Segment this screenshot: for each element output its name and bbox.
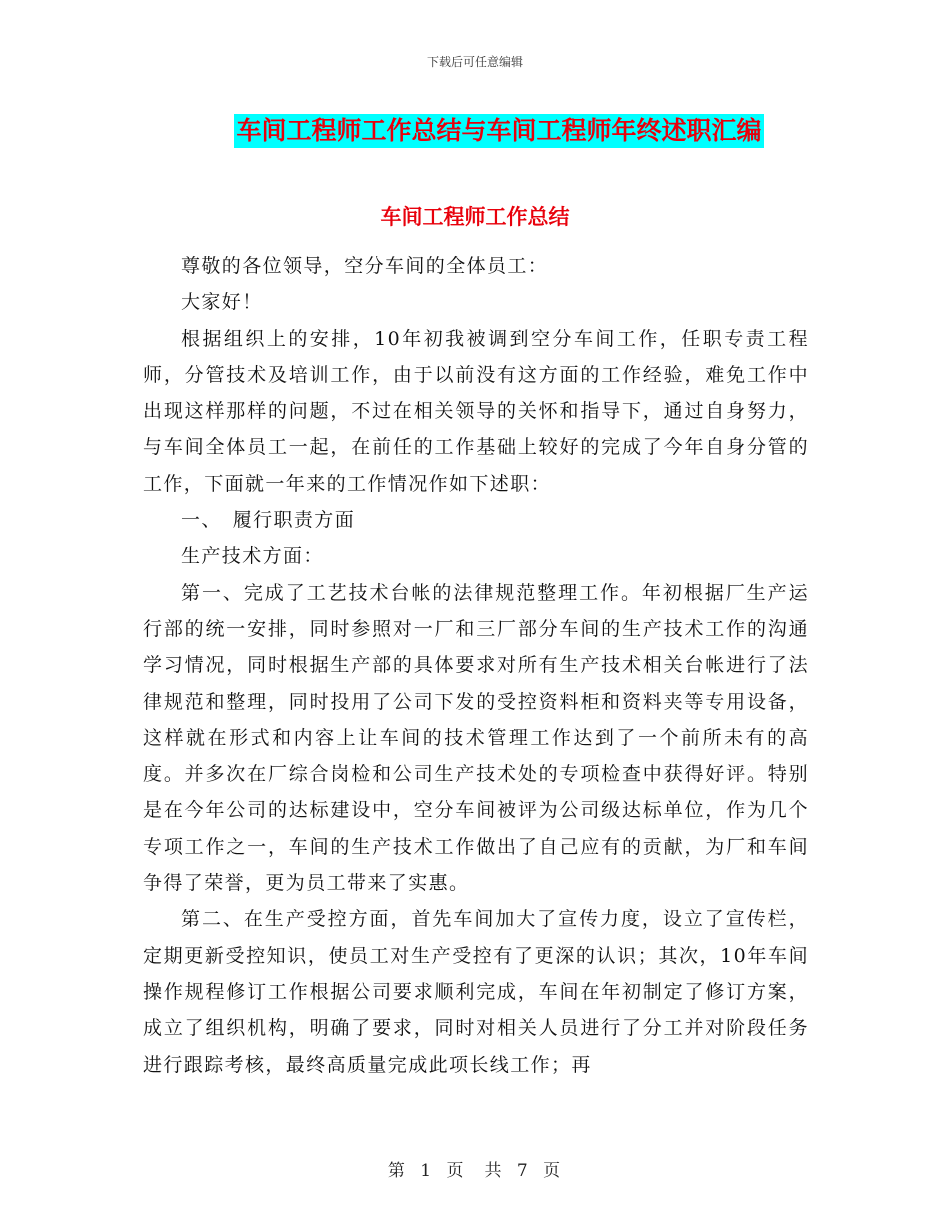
body-text [143,248,809,1083]
header-note: 下载后可任意编辑 [426,55,523,69]
paragraph-second-item: 第二、在生产受控方面，首先车间加大了宣传力度，设立了宣传栏，定期更新受控知识，使员工对生产受控有了更深的认识；其次，10年车间操作规程修订工作根据公司要求顺利完成，车间在年初制定了修订方案，成立了组织机构，明确了要求，同时对相关人员进行了分工并对阶段任务进行跟踪考核，最终高质量完成此项长线工作；再 [143,908,809,1076]
footer-prefix: 第 [387,1161,407,1181]
footer-total-pages: 7 [516,1161,530,1181]
greeting-paragraph: 尊敬的各位领导，空分车间的全体员工： [181,255,549,277]
doc-title-wrapper [0,114,950,148]
page-footer [0,1156,950,1181]
subheading-production-tech: 生产技术方面： [181,545,324,568]
intro-paragraph: 根据组织上的安排，10年初我被调到空分车间工作，任职专责工程师，分管技术及培训工作，由于以前没有这方面的工作经验，难免工作中出现这样那样的问题，不过在相关领导的关怀和指导下，通过自身努力，与车间全体员工一起，在前任的工作基础上较好的完成了今年自身分管的工作，下面就一年来的工作情况作如下述职： [143,327,809,495]
footer-current-page: 1 [420,1161,434,1181]
paragraph-first-item: 第一、完成了工艺技术台帐的法律规范整理工作。年初根据厂生产运行部的统一安排，同时参照对一厂和三厂部分车间的生产技术工作的沟通学习情况，同时根据生产部的具体要求对所有生产技术相关台帐进行了法律规范和整理，同时投用了公司下发的受控资料柜和资料夹等专用设备，这样就在形式和内容上让车间的技术管理工作达到了一个前所未有的高度。并多次在厂综合岗检和公司生产技术处的专项检查中获得好评。特别是在今年公司的达标建设中，空分车间被评为公司级达标单位，作为几个专项工作之一，车间的生产技术工作做出了自己应有的贡献，为厂和车间争得了荣誉，更为员工带来了实惠。 [143,581,809,895]
footer-suffix: 页 [543,1161,563,1181]
footer-middle: 页 共 [446,1161,504,1181]
heading-duties: 一、 履行职责方面 [181,509,356,532]
document-title: 车间工程师工作总结与车间工程师年终述职汇编 [234,114,763,148]
section-title: 车间工程师工作总结 [380,205,570,229]
salutation-paragraph: 大家好！ [181,291,263,314]
